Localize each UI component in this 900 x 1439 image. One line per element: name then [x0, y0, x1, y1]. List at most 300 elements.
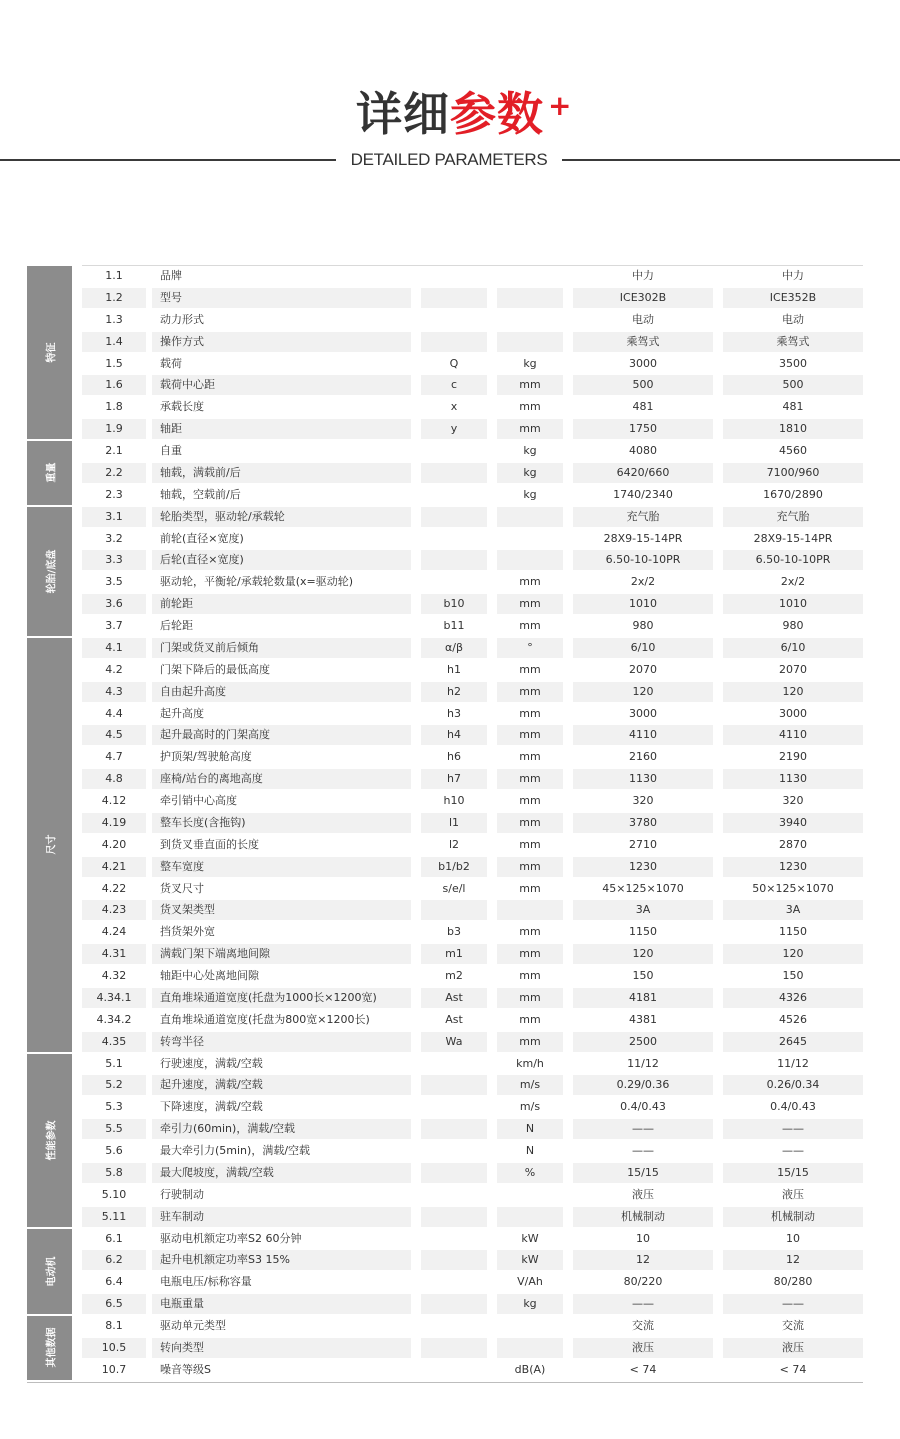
cell-sym [421, 1185, 487, 1205]
cell-sym: x [450, 400, 458, 414]
cell-item: 轮胎类型，驱动轮/承载轮 [152, 507, 411, 527]
cell-no: 6.4 [105, 1275, 123, 1289]
cell-unit: mm [519, 881, 541, 895]
cell-v1: —— [632, 1144, 654, 1157]
cell-item: 起升电机额定功率S3 15% [152, 1250, 411, 1270]
cell-item: 护顶架/驾驶舱高度 [160, 750, 252, 764]
parameters-table [27, 265, 863, 1383]
cell-unit: V/Ah [517, 1275, 543, 1289]
cell-v1: 320 [632, 794, 654, 807]
cell-sym [421, 310, 487, 330]
cell-no: 4.21 [82, 857, 146, 877]
cell-sym: c [421, 375, 487, 395]
cell-unit: mm [519, 794, 541, 807]
cell-v1: 6.50-10-10PR [573, 550, 713, 570]
cell-sym: y [421, 419, 487, 439]
table-row [82, 1141, 863, 1161]
cell-v1: 15/15 [573, 1163, 713, 1183]
table-row [82, 507, 863, 527]
cell-v1: 交流 [632, 1319, 654, 1332]
cell-sym: Q [449, 356, 459, 370]
cell-unit: kg [497, 463, 563, 483]
cell-no: 4.23 [82, 900, 146, 920]
cell-v2: 1150 [779, 925, 807, 939]
cell-v2: 481 [782, 400, 804, 414]
cell-sym [421, 1338, 487, 1358]
cell-item: 驱动轮，平衡轮/承载轮数量(x=驱动轮) [160, 575, 354, 589]
cell-v1: 1740/2340 [613, 487, 673, 501]
cell-no: 1.9 [82, 419, 146, 439]
cell-v1: 电动 [632, 312, 654, 326]
cell-no: 4.34.1 [82, 988, 146, 1008]
cell-v1: 1010 [573, 594, 713, 614]
category-label [27, 1054, 72, 1227]
table-row [82, 1360, 863, 1380]
table-row [82, 1250, 863, 1270]
cell-no: 2.3 [105, 487, 123, 501]
cell-no: 4.2 [105, 662, 123, 676]
cell-v2: 3500 [779, 356, 807, 370]
table-row [82, 572, 863, 592]
cell-unit: mm [497, 944, 563, 964]
cell-no: 1.8 [105, 400, 123, 414]
cell-v2: ICE352B [723, 288, 863, 308]
cell-v2: 液压 [782, 1187, 804, 1201]
cell-no: 4.3 [82, 682, 146, 702]
cell-v1: 0.4/0.43 [620, 1100, 666, 1114]
page-title [0, 84, 900, 144]
cell-item: 噪音等级S [160, 1362, 211, 1376]
cell-unit: kg [523, 356, 537, 370]
table-row [82, 288, 863, 308]
cell-no: 5.3 [105, 1100, 123, 1114]
cell-no: 4.7 [105, 750, 123, 764]
cell-v2: 6.50-10-10PR [723, 550, 863, 570]
cell-v1: 中力 [632, 269, 654, 282]
cell-v2: 2x/2 [780, 575, 806, 589]
cell-v1: 2x/2 [630, 575, 656, 589]
cell-v2: 交流 [782, 1319, 804, 1332]
cell-no: 3.6 [82, 594, 146, 614]
cell-v1: 28X9-15-14PR [603, 531, 683, 545]
cell-no: 5.8 [82, 1163, 146, 1183]
cell-v2: 2070 [779, 662, 807, 676]
cell-unit: km/h [516, 1056, 544, 1070]
table-row [82, 725, 863, 745]
table-row [82, 813, 863, 833]
cell-no: 1.1 [105, 269, 123, 282]
category-label-text: 电动机 [46, 1256, 57, 1287]
cell-v1: 6420/660 [573, 463, 713, 483]
cell-item: 型号 [152, 288, 411, 308]
cell-item: 直角堆垛通道宽度(托盘为800宽×1200长) [160, 1012, 370, 1026]
cell-item: 驻车制动 [152, 1207, 411, 1227]
cell-item: 牵引力(60min)，满载/空载 [152, 1119, 411, 1139]
cell-item: 轴距中心处离地间隙 [160, 969, 259, 982]
cell-v1: 充气胎 [573, 507, 713, 527]
cell-v1: 3000 [629, 706, 657, 720]
cell-v2: 11/12 [777, 1056, 809, 1070]
cell-v1: 481 [632, 400, 654, 414]
cell-no: 2.1 [105, 444, 123, 457]
cell-item: 驱动单元类型 [160, 1319, 226, 1332]
cell-v2: 7100/960 [723, 463, 863, 483]
cell-sym: h7 [421, 769, 487, 789]
category-label-text: 其他数据 [46, 1327, 57, 1368]
cell-item: 货叉尺寸 [160, 881, 204, 895]
cell-v1: 1130 [573, 769, 713, 789]
table-row [82, 988, 863, 1008]
table-row [82, 769, 863, 789]
cell-item: 动力形式 [160, 312, 204, 326]
cell-unit: mm [497, 419, 563, 439]
cell-item: 满载门架下端离地间隙 [152, 944, 411, 964]
cell-sym: h6 [447, 750, 461, 764]
cell-item: 门架下降后的最低高度 [160, 662, 270, 676]
cell-sym: b10 [421, 594, 487, 614]
page-subtitle: DETAILED PARAMETERS [350, 150, 548, 169]
cell-unit: N [497, 1119, 563, 1139]
cell-item: 轴距 [152, 419, 411, 439]
cell-unit: kW [521, 1231, 539, 1245]
table-row [82, 1338, 863, 1358]
cell-item: 挡货架外宽 [160, 925, 215, 939]
cell-no: 4.8 [82, 769, 146, 789]
cell-item: 承载长度 [160, 400, 204, 414]
category-label-text: 重量 [46, 462, 57, 483]
cell-unit: mm [519, 575, 541, 589]
cell-sym [421, 1316, 487, 1336]
cell-no: 3.7 [105, 619, 123, 632]
cell-unit: N [525, 1144, 535, 1157]
cell-unit: mm [497, 813, 563, 833]
category-label-text: 性能参数 [46, 1120, 57, 1160]
cell-v1: 150 [632, 969, 654, 982]
cell-unit: mm [497, 988, 563, 1008]
cell-unit: kg [523, 487, 537, 501]
table-row [82, 638, 863, 658]
table-row [82, 922, 863, 942]
cell-item: 起升高度 [160, 706, 204, 720]
cell-no: 4.20 [101, 837, 127, 851]
table-row [82, 332, 863, 352]
table-bottom-rule [27, 1382, 863, 1383]
cell-v1: 80/220 [623, 1275, 663, 1289]
cell-no: 8.1 [105, 1319, 123, 1332]
cell-no: 4.35 [82, 1032, 146, 1052]
cell-unit: kg [523, 444, 537, 457]
table-row [82, 1207, 863, 1227]
cell-sym: h1 [447, 662, 461, 676]
cell-sym [421, 1141, 487, 1161]
cell-unit: kg [497, 1294, 563, 1314]
cell-sym: s/e/l [442, 881, 466, 895]
table-row [82, 310, 863, 330]
table-row [82, 900, 863, 920]
cell-sym: α/β [421, 638, 487, 658]
cell-v2: 4560 [779, 444, 807, 457]
table-row [82, 704, 863, 724]
table-row [82, 791, 863, 811]
cell-v2: 乘驾式 [723, 332, 863, 352]
table-row [82, 1163, 863, 1183]
table-row [82, 857, 863, 877]
table-row [82, 266, 863, 286]
cell-v2: 4526 [779, 1012, 807, 1026]
table-row [82, 419, 863, 439]
cell-no: 5.2 [82, 1075, 146, 1095]
cell-unit: mm [497, 682, 563, 702]
table-row [82, 966, 863, 986]
cell-no: 4.24 [101, 925, 127, 939]
cell-unit: m/s [519, 1100, 541, 1114]
cell-v1: 3A [573, 900, 713, 920]
cell-unit: mm [519, 400, 541, 414]
cell-item: 直角堆垛通道宽度(托盘为1000长×1200宽) [152, 988, 411, 1008]
cell-v1: 3780 [573, 813, 713, 833]
cell-v2: 980 [782, 619, 804, 632]
cell-v1: 120 [573, 944, 713, 964]
category-label [27, 1229, 72, 1315]
table-row [82, 660, 863, 680]
table-row [82, 463, 863, 483]
cell-item: 货叉架类型 [152, 900, 411, 920]
cell-unit: mm [497, 1032, 563, 1052]
cell-v1: 2500 [573, 1032, 713, 1052]
table-row [82, 616, 863, 636]
cell-v1: 1230 [573, 857, 713, 877]
cell-no: 1.3 [105, 312, 123, 326]
cell-unit: mm [497, 857, 563, 877]
plus-icon: + [548, 89, 573, 122]
category-label [27, 638, 72, 1052]
cell-v2: 3940 [723, 813, 863, 833]
cell-item: 轴载，空载前/后 [160, 487, 241, 501]
cell-sym [421, 1097, 487, 1117]
cell-item: 起升速度，满载/空载 [152, 1075, 411, 1095]
subtitle-divider-right [562, 159, 900, 161]
cell-sym [421, 485, 487, 505]
cell-unit: m/s [497, 1075, 563, 1095]
table-row [82, 550, 863, 570]
cell-unit: mm [519, 925, 541, 939]
cell-sym: Wa [421, 1032, 487, 1052]
cell-sym: Ast [421, 988, 487, 1008]
cell-v1: 0.29/0.36 [573, 1075, 713, 1095]
cell-unit: mm [497, 594, 563, 614]
cell-sym: l2 [448, 837, 460, 851]
cell-v2: 4110 [723, 725, 863, 745]
cell-no: 5.5 [82, 1119, 146, 1139]
cell-v2: —— [782, 1144, 804, 1157]
cell-sym [421, 1207, 487, 1227]
category-label [27, 507, 72, 636]
table-row [82, 1229, 863, 1249]
cell-sym [421, 529, 487, 549]
table-row [82, 944, 863, 964]
cell-item: 后轮距 [160, 619, 193, 632]
cell-item: 门架或货叉前后倾角 [152, 638, 411, 658]
cell-v2: 4326 [723, 988, 863, 1008]
table-row [82, 1119, 863, 1139]
cell-no: 1.4 [82, 332, 146, 352]
cell-no: 4.5 [82, 725, 146, 745]
cell-no: 4.31 [82, 944, 146, 964]
cell-sym [421, 1360, 487, 1380]
cell-v2: 充气胎 [723, 507, 863, 527]
cell-sym [421, 572, 487, 592]
cell-item: 到货叉垂直面的长度 [160, 837, 259, 851]
cell-v2: 150 [782, 969, 804, 982]
table-row [82, 594, 863, 614]
cell-v1: 液压 [573, 1338, 713, 1358]
cell-unit [497, 900, 563, 920]
table-row [82, 1272, 863, 1292]
cell-sym [421, 1294, 487, 1314]
cell-no: 6.5 [82, 1294, 146, 1314]
cell-item: 前轮距 [152, 594, 411, 614]
cell-v1: 45×125×1070 [602, 881, 684, 895]
cell-item: 载荷 [160, 356, 182, 370]
cell-v2: 2190 [779, 750, 807, 764]
cell-v1: —— [573, 1119, 713, 1139]
cell-unit [497, 1185, 563, 1205]
cell-unit [497, 550, 563, 570]
cell-sym [421, 332, 487, 352]
cell-item: 座椅/站台的离地高度 [152, 769, 411, 789]
cell-unit: mm [519, 750, 541, 764]
table-row [82, 441, 863, 461]
cell-v2: 120 [723, 944, 863, 964]
cell-v1: 10 [636, 1231, 650, 1245]
cell-sym: b3 [447, 925, 461, 939]
cell-v2: 6/10 [723, 638, 863, 658]
cell-unit [497, 332, 563, 352]
cell-item: 最大牵引力(5min)，满载/空载 [160, 1144, 311, 1157]
cell-v2: 15/15 [723, 1163, 863, 1183]
cell-no: 3.3 [82, 550, 146, 570]
cell-item: 前轮(直径×宽度) [160, 531, 244, 545]
cell-unit: dB(A) [514, 1362, 546, 1376]
cell-unit: mm [519, 662, 541, 676]
cell-v1: 4181 [573, 988, 713, 1008]
cell-v1: < 74 [629, 1362, 657, 1376]
cell-v1: 6/10 [573, 638, 713, 658]
cell-item: 起升最高时的门架高度 [152, 725, 411, 745]
cell-unit: mm [497, 725, 563, 745]
cell-v1: 3000 [629, 356, 657, 370]
table-row [82, 354, 863, 374]
cell-v1: 2160 [629, 750, 657, 764]
cell-v2: 1130 [723, 769, 863, 789]
cell-no: 5.10 [101, 1187, 127, 1201]
title-red-part: 参数 [450, 87, 544, 141]
table-row [82, 682, 863, 702]
cell-sym [421, 1250, 487, 1270]
cell-no: 1.2 [82, 288, 146, 308]
subtitle-divider-left [0, 159, 336, 161]
cell-item: 操作方式 [152, 332, 411, 352]
cell-v2: 液压 [723, 1338, 863, 1358]
cell-item: 下降速度，满载/空载 [160, 1100, 263, 1114]
cell-v1: 11/12 [627, 1056, 659, 1070]
cell-no: 1.6 [82, 375, 146, 395]
cell-unit: mm [497, 769, 563, 789]
cell-v1: 120 [573, 682, 713, 702]
cell-v2: 1810 [723, 419, 863, 439]
cell-unit: mm [519, 837, 541, 851]
table-row [82, 1010, 863, 1030]
cell-unit: mm [519, 706, 541, 720]
cell-v2: 0.4/0.43 [770, 1100, 816, 1114]
cell-v1: 980 [632, 619, 654, 632]
cell-v2: 3A [723, 900, 863, 920]
cell-unit [497, 288, 563, 308]
cell-v2: 2870 [779, 837, 807, 851]
cell-v1: 1150 [629, 925, 657, 939]
table-row [82, 375, 863, 395]
cell-unit [497, 266, 563, 286]
cell-sym: h4 [421, 725, 487, 745]
cell-item: 牵引销中心高度 [160, 794, 237, 807]
cell-v1: 500 [573, 375, 713, 395]
cell-unit: mm [497, 375, 563, 395]
page-header [0, 0, 900, 200]
cell-v2: 0.26/0.34 [723, 1075, 863, 1095]
cell-v1: 4110 [573, 725, 713, 745]
cell-no: 3.5 [105, 575, 123, 589]
cell-sym [421, 288, 487, 308]
cell-unit: mm [519, 969, 541, 982]
cell-no: 10.7 [101, 1362, 127, 1376]
cell-no: 4.1 [82, 638, 146, 658]
cell-unit [497, 1207, 563, 1227]
cell-v2: 机械制动 [723, 1207, 863, 1227]
cell-item: 品牌 [160, 269, 182, 282]
table-row [82, 1075, 863, 1095]
cell-no: 6.1 [105, 1231, 123, 1245]
cell-item: 整车宽度 [152, 857, 411, 877]
cell-sym [421, 1119, 487, 1139]
cell-sym: b11 [443, 619, 465, 632]
cell-sym [421, 1229, 487, 1249]
cell-sym: h10 [443, 794, 465, 807]
cell-no: 5.1 [105, 1056, 123, 1070]
cell-no: 4.19 [82, 813, 146, 833]
cell-no: 4.32 [101, 969, 127, 982]
cell-v2: —— [723, 1294, 863, 1314]
cell-v1: 乘驾式 [573, 332, 713, 352]
category-label-text: 特征 [46, 342, 57, 363]
cell-unit [497, 310, 563, 330]
table-row [82, 747, 863, 767]
cell-unit [497, 1338, 563, 1358]
cell-sym [421, 1163, 487, 1183]
cell-v2: 3000 [779, 706, 807, 720]
cell-sym [421, 507, 487, 527]
cell-v2: 2645 [723, 1032, 863, 1052]
table-row [82, 529, 863, 549]
cell-v2: 中力 [782, 269, 804, 282]
table-row [82, 485, 863, 505]
cell-v2: 320 [782, 794, 804, 807]
cell-v1: 12 [573, 1250, 713, 1270]
cell-sym [421, 1075, 487, 1095]
cell-item: 最大爬坡度，满载/空载 [152, 1163, 411, 1183]
cell-sym: m2 [445, 969, 463, 982]
cell-sym [421, 1272, 487, 1292]
category-label [27, 1316, 72, 1380]
